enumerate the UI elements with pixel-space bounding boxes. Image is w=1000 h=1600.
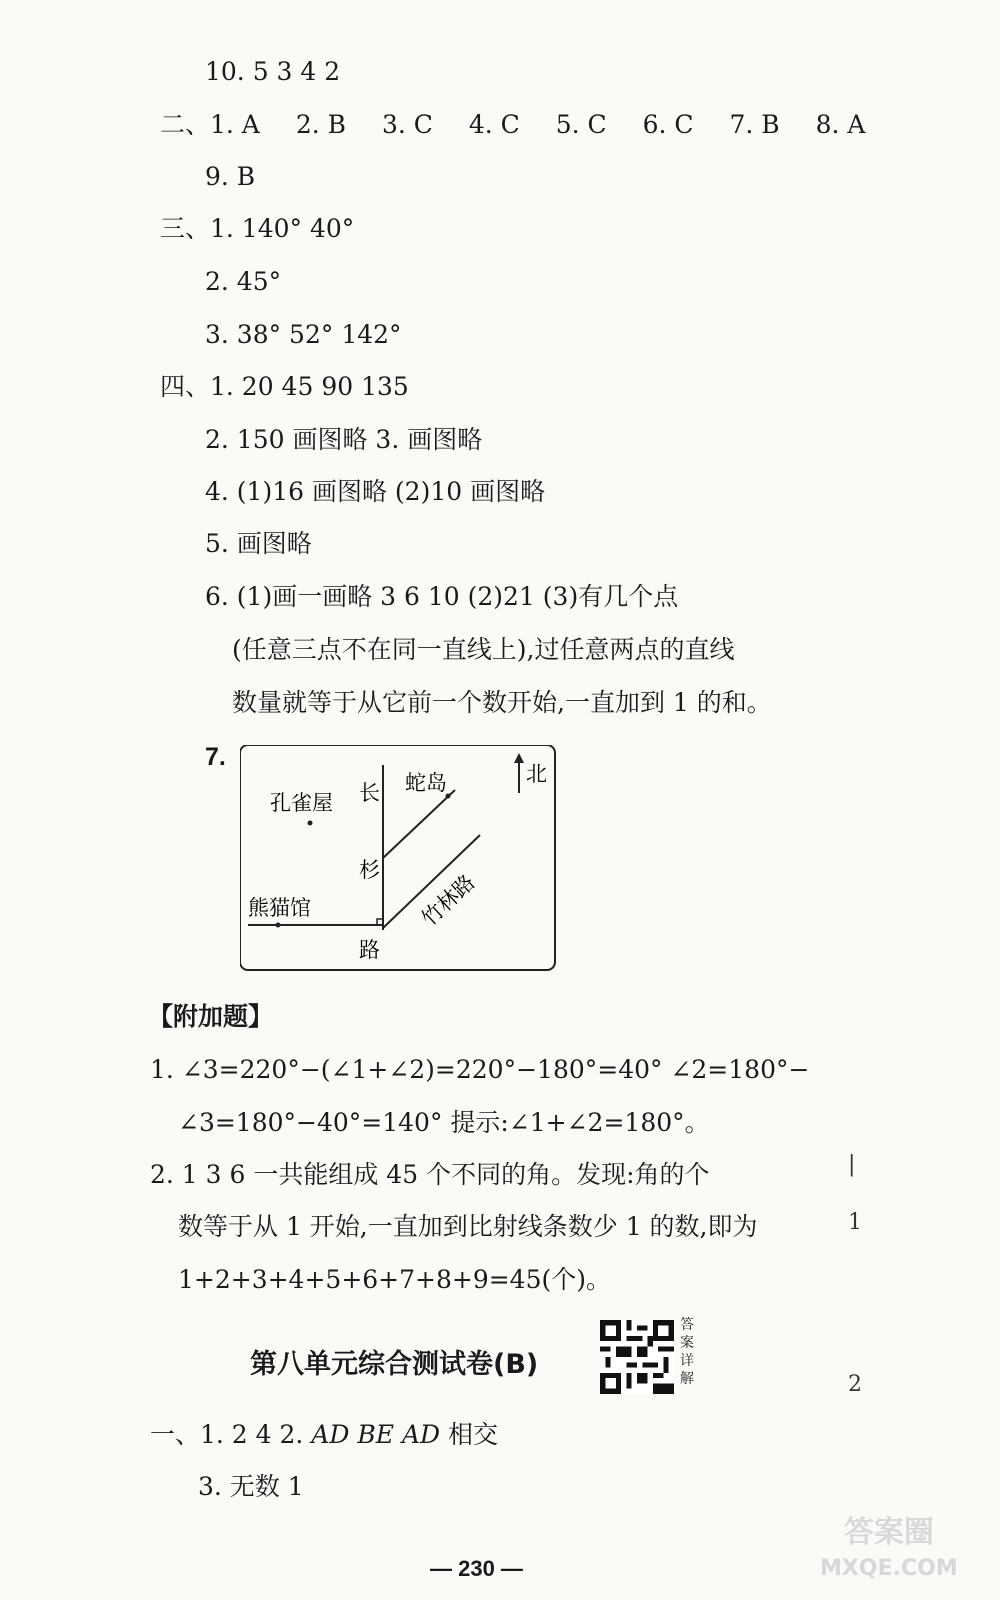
answer-4-7-label: 7. xyxy=(205,743,226,771)
road-lu-label: 路 xyxy=(359,938,380,962)
snake-island-label: 蛇岛 xyxy=(405,771,447,795)
road-chang-label: 长 xyxy=(359,781,380,805)
answer-2-4: 4. C xyxy=(468,110,520,139)
answer-2-6: 6. C xyxy=(642,110,694,139)
answer-2-9: 9. B xyxy=(205,162,256,191)
answer-4-4: 4. (1)16 画图略 (2)10 画图略 xyxy=(205,477,546,506)
bonus-heading: 【附加题】 xyxy=(148,1003,274,1031)
bamboo-road-label: 竹林路 xyxy=(417,870,480,931)
line-section-2 xyxy=(160,108,865,142)
road-shan-label: 杉 xyxy=(359,858,380,882)
bonus-1-cont: ∠3=180°−40°=140° 提示:∠1+∠2=180°。 xyxy=(178,1108,710,1137)
north-label: 北 xyxy=(526,762,547,786)
page-number: — 230 — xyxy=(430,1556,523,1581)
answer-2-8: 8. A xyxy=(815,110,866,139)
answer-4-6-cont1: (任意三点不在同一直线上),过任意两点的直线 xyxy=(232,635,735,664)
section-b-answer-1-2: 一、1. 2 4 2. AD BE AD 相交 xyxy=(150,1420,499,1449)
zoo-map-diagram xyxy=(240,745,560,975)
answer-4-1: 四、1. 20 45 90 135 xyxy=(160,372,409,401)
answer-4-6-cont2: 数量就等于从它前一个数开始,一直加到 1 的和。 xyxy=(232,688,772,717)
answer-3-3: 3. 38° 52° 142° xyxy=(205,320,402,349)
answer-3-1: 三、1. 140° 40° xyxy=(160,214,355,243)
line-10: 10. 5 3 4 2 xyxy=(205,57,341,86)
answer-4-5: 5. 画图略 xyxy=(205,529,312,558)
snake-island-path-line xyxy=(383,790,455,858)
panda-label: 熊猫馆 xyxy=(248,896,311,920)
watermark xyxy=(820,1515,958,1587)
bonus-2-cont2: 1+2+3+4+5+6+7+8+9=45(个)。 xyxy=(178,1265,611,1294)
watermark-line2: MXQE.COM xyxy=(820,1556,958,1581)
bonus-2-cont1: 数等于从 1 开始,一直加到比射线条数少 1 的数,即为 xyxy=(178,1212,758,1241)
panda-point xyxy=(276,923,281,928)
section-b-answer-3: 3. 无数 1 xyxy=(198,1472,304,1501)
watermark-line1: 答案圈 xyxy=(843,1515,934,1550)
section-title: 第八单元综合测试卷(B) xyxy=(250,1349,539,1380)
bonus-1: 1. ∠3=220°−(∠1+∠2)=220°−180°=40° ∠2=180°− xyxy=(150,1055,810,1084)
qr-code-label: 答案详解 xyxy=(680,1317,694,1387)
peacock-label: 孔雀屋 xyxy=(270,791,333,815)
north-arrow-icon xyxy=(514,753,524,763)
edge-mark-1: | xyxy=(848,1152,856,1177)
peacock-point xyxy=(308,821,313,826)
answer-2-1: 二、1. A xyxy=(160,110,260,139)
answer-4-2-3: 2. 150 画图略 3. 画图略 xyxy=(205,425,483,454)
edge-mark-2: 1 xyxy=(848,1210,862,1235)
bonus-2: 2. 1 3 6 一共能组成 45 个不同的角。发现:角的个 xyxy=(150,1160,710,1189)
edge-mark-3: 2 xyxy=(848,1372,862,1397)
qr-code-icon[interactable] xyxy=(600,1320,674,1394)
answer-2-3: 3. C xyxy=(381,110,433,139)
answer-2-5: 5. C xyxy=(555,110,607,139)
map-frame xyxy=(240,745,555,970)
answer-4-6: 6. (1)画一画略 3 6 10 (2)21 (3)有几个点 xyxy=(205,582,679,611)
answer-3-2: 2. 45° xyxy=(205,267,282,296)
answer-2-2: 2. B xyxy=(295,110,346,139)
answer-2-7: 7. B xyxy=(729,110,780,139)
